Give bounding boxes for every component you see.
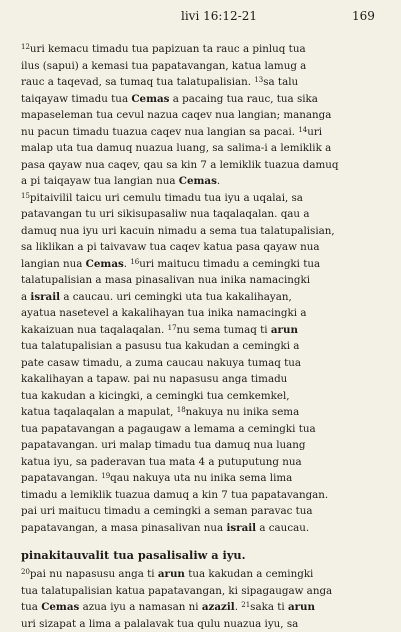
text-run: tua kakudan a cemingki bbox=[185, 568, 313, 580]
proper-name: azazil bbox=[202, 601, 235, 613]
text-line bbox=[21, 173, 371, 190]
text-run: pai uri maitucu timadu a cemingki a seman paravac tua bbox=[21, 505, 313, 517]
text-line bbox=[21, 470, 371, 487]
text-line bbox=[21, 487, 371, 504]
proper-name: Cemas bbox=[86, 258, 124, 270]
proper-name: arun bbox=[158, 568, 185, 580]
text-line bbox=[21, 272, 371, 289]
text-run: katua taqalaqalan a mapulat, bbox=[21, 406, 177, 418]
text-run: saka ti bbox=[250, 601, 288, 613]
text-run: uri maitucu timadu a cemingki tua bbox=[139, 258, 320, 270]
text-run: katua iyu, sa paderavan tua mata 4 a putuputung nua bbox=[21, 456, 302, 468]
proper-name: israil bbox=[226, 522, 256, 534]
text-line bbox=[21, 157, 371, 174]
text-run: nu sema tumaq ti bbox=[177, 324, 271, 336]
text-run: kakaizuan nua taqalaqalan. bbox=[21, 324, 168, 336]
text-run: papatavangan, a masa pinasalivan nua bbox=[21, 522, 226, 534]
proper-name: Cemas bbox=[131, 93, 169, 105]
text-run: nakuya nu inika sema bbox=[186, 406, 300, 418]
text-run: sa talu bbox=[263, 76, 298, 88]
text-line bbox=[21, 190, 371, 207]
chapter-reference: livi 16:12-21 bbox=[181, 9, 257, 23]
text-line bbox=[21, 421, 371, 438]
verse-number: 15 bbox=[21, 192, 30, 200]
text-run: timadu a lemiklik tuazua damuq a kin 7 tua papatavangan. bbox=[21, 489, 328, 501]
text-run: damuq nua iyu uri kacuin nimadu a sema tua talatupalisian, bbox=[21, 225, 335, 237]
proper-name: israil bbox=[30, 291, 60, 303]
proper-name: arun bbox=[288, 601, 315, 613]
text-run: mapaseleman tua cevul nazua caqev nua langian; mananga bbox=[21, 109, 331, 121]
text-run: papatavangan. uri malap timadu tua damuq nua luang bbox=[21, 439, 306, 451]
verse-number: 18 bbox=[177, 406, 186, 414]
text-run: a bbox=[21, 291, 30, 303]
text-line bbox=[21, 404, 371, 421]
text-run: pate casaw timadu, a zuma caucau nakuya tumaq tua bbox=[21, 357, 301, 369]
text-line bbox=[21, 454, 371, 471]
text-line bbox=[21, 566, 371, 583]
text-run: sa liklikan a pi taivavaw tua caqev katua pasa qayaw nua bbox=[21, 241, 320, 253]
text-line bbox=[21, 140, 371, 157]
running-header bbox=[0, 7, 401, 27]
verse-number: 19 bbox=[101, 472, 110, 480]
text-run: . bbox=[235, 601, 242, 613]
text-run: ilus (sapui) a kemasi tua papatavangan, katua lamug a bbox=[21, 60, 306, 72]
verse-number: 14 bbox=[298, 126, 307, 134]
text-line bbox=[21, 583, 371, 600]
text-line bbox=[21, 371, 371, 388]
section-heading bbox=[21, 544, 371, 566]
text-line bbox=[21, 503, 371, 520]
text-line bbox=[21, 289, 371, 306]
text-run: kakalihayan a tapaw. pai nu napasusu anga timadu bbox=[21, 373, 287, 385]
text-run: uri bbox=[307, 126, 322, 138]
text-run: ayatua nasetevel a kakalihayan tua inika namacingki a bbox=[21, 307, 306, 319]
text-run: patavangan tu uri sikisupasaliw nua taqalaqalan. qau a bbox=[21, 208, 309, 220]
spacer bbox=[21, 536, 371, 544]
text-line bbox=[21, 355, 371, 372]
text-line bbox=[21, 388, 371, 405]
text-run: a pi taiqayaw tua langian nua bbox=[21, 175, 179, 187]
text-line bbox=[21, 41, 371, 58]
text-run: uri sizapat a lima a palalavak tua qulu nuazua iyu, sa bbox=[21, 618, 298, 630]
proper-name: Cemas bbox=[41, 601, 79, 613]
text-run: uri kemacu timadu tua papizuan ta rauc a pinluq tua bbox=[30, 43, 306, 55]
text-run: langian nua bbox=[21, 258, 86, 270]
text-run: pinakitauvalit tua pasalisaliw a iyu. bbox=[21, 548, 246, 562]
text-line bbox=[21, 223, 371, 240]
verse-number: 17 bbox=[168, 324, 177, 332]
text-line bbox=[21, 599, 371, 616]
text-line bbox=[21, 338, 371, 355]
text-run: rauc a taqevad, sa tumaq tua talatupalisian. bbox=[21, 76, 254, 88]
text-run: azua iyu a namasan ni bbox=[79, 601, 202, 613]
text-run: malap uta tua damuq nuazua luang, sa salima-i a lemiklik a bbox=[21, 142, 331, 154]
text-line bbox=[21, 305, 371, 322]
text-line bbox=[21, 107, 371, 124]
text-run: tua talatupalisian katua papatavangan, ki sipagaugaw anga bbox=[21, 585, 332, 597]
text-run: tua kakudan a kicingki, a cemingki tua cemkemkel, bbox=[21, 390, 290, 402]
text-run: a pacaing tua rauc, tua sika bbox=[169, 93, 317, 105]
text-run: pitaivilil taicu uri cemulu timadu tua iyu a uqalai, sa bbox=[30, 192, 303, 204]
verse-number: 16 bbox=[130, 258, 139, 266]
text-run: talatupalisian a masa pinasalivan nua inika namacingki bbox=[21, 274, 310, 286]
text-line bbox=[21, 256, 371, 273]
text-line bbox=[21, 322, 371, 339]
verse-number: 21 bbox=[241, 601, 250, 609]
text-run: a caucau. bbox=[256, 522, 309, 534]
text-run: . bbox=[217, 175, 220, 187]
text-run: pai nu napasusu anga ti bbox=[30, 568, 158, 580]
text-run: papatavangan. bbox=[21, 472, 101, 484]
verse-number: 12 bbox=[21, 43, 30, 51]
text-run: taiqayaw timadu tua bbox=[21, 93, 131, 105]
text-line bbox=[21, 206, 371, 223]
text-line bbox=[21, 616, 371, 632]
text-line bbox=[21, 239, 371, 256]
text-run: . bbox=[124, 258, 131, 270]
text-run: tua bbox=[21, 601, 41, 613]
text-line bbox=[21, 74, 371, 91]
text-line bbox=[21, 58, 371, 75]
text-run: tua talatupalisian a pasusu tua kakudan a cemingki a bbox=[21, 340, 299, 352]
text-run: pasa qayaw nua caqev, qau sa kin 7 a lemiklik tuazua damuq bbox=[21, 159, 339, 171]
proper-name: Cemas bbox=[179, 175, 217, 187]
text-run: tua papatavangan a pagaugaw a lemama a cemingki tua bbox=[21, 423, 316, 435]
text-line bbox=[21, 520, 371, 537]
verse-number: 13 bbox=[254, 76, 263, 84]
text-line bbox=[21, 124, 371, 141]
proper-name: arun bbox=[271, 324, 298, 336]
text-line bbox=[21, 91, 371, 108]
scripture-text bbox=[21, 41, 371, 632]
text-run: nu pacun timadu tuazua caqev nua langian sa pacai. bbox=[21, 126, 298, 138]
verse-number: 20 bbox=[21, 568, 30, 576]
text-run: qau nakuya uta nu inika sema lima bbox=[110, 472, 292, 484]
text-line bbox=[21, 437, 371, 454]
text-run: a caucau. uri cemingki uta tua kakalihayan, bbox=[60, 291, 292, 303]
page-number: 169 bbox=[352, 9, 375, 23]
